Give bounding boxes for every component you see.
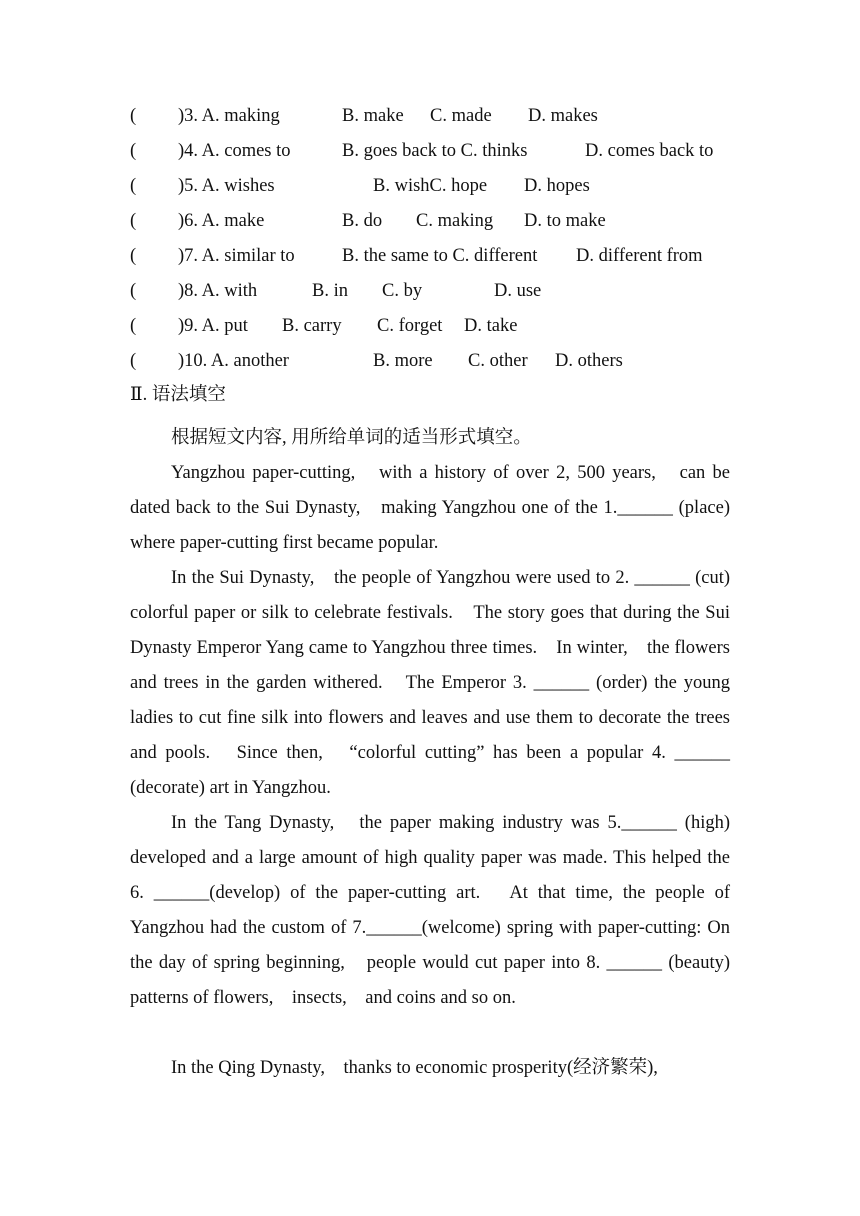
mcq-row-10 — [130, 344, 770, 379]
option-b: B. goes back to C. thinks — [342, 141, 528, 161]
option-b: B. carry — [282, 316, 342, 336]
option-d: D. take — [464, 316, 518, 336]
option-d: D. hopes — [524, 176, 590, 196]
option-a: )9. A. put — [178, 316, 248, 336]
mcq-row-5 — [130, 169, 770, 204]
option-d: D. comes back to — [585, 141, 714, 161]
mcq-row-7 — [130, 239, 770, 274]
mcq-row-4 — [130, 134, 770, 169]
answer-paren: ( — [130, 351, 137, 371]
answer-paren: ( — [130, 211, 137, 231]
option-b: B. more — [373, 351, 433, 371]
section-instruction: 根据短文内容, 用所给单词的适当形式填空。 — [171, 428, 532, 448]
option-c: C. making — [416, 211, 494, 231]
option-a: )4. A. comes to — [178, 141, 291, 161]
option-d: D. others — [555, 351, 623, 371]
answer-paren: ( — [130, 141, 137, 161]
answer-paren: ( — [130, 246, 137, 266]
section-heading: Ⅱ. 语法填空 — [130, 385, 226, 405]
option-b: B. in — [312, 281, 348, 301]
option-a: )10. A. another — [178, 351, 289, 371]
option-d: D. use — [494, 281, 542, 301]
option-d: D. to make — [524, 211, 606, 231]
option-d: D. different from — [576, 246, 703, 266]
option-a: )3. A. making — [178, 106, 280, 126]
option-a: )6. A. make — [178, 211, 265, 231]
passage-paragraph-4: In the Qing Dynasty, thanks to economic prosperity(经济繁荣), — [171, 1058, 658, 1078]
answer-paren: ( — [130, 281, 137, 301]
option-c: C. forget — [377, 316, 443, 336]
option-c: C. other — [468, 351, 528, 371]
mcq-row-3 — [130, 99, 770, 134]
answer-paren: ( — [130, 176, 137, 196]
option-b: B. do — [342, 211, 383, 231]
option-c: C. made — [430, 106, 492, 126]
answer-paren: ( — [130, 316, 137, 336]
passage-paragraph-1: Yangzhou paper-cutting, with a history of over 2, 500 years, can be dated back to the Sui Dynasty, making Yangzhou one of the 1.______ (place) where paper-cutting first became popular. — [130, 463, 730, 553]
mcq-row-8 — [130, 274, 770, 309]
option-a: )7. A. similar to — [178, 246, 295, 266]
answer-paren: ( — [130, 106, 137, 126]
option-b: B. the same to C. different — [342, 246, 538, 266]
option-a: )8. A. with — [178, 281, 258, 301]
passage-paragraph-2: In the Sui Dynasty, the people of Yangzhou were used to 2. ______ (cut) colorful paper or silk to celebrate festivals. The story goes that during the Sui Dynasty Emperor Yang came to Yangzhou three times. In winter, the flowers and trees in the garden withered. The Emperor 3. ______ (order) the young ladies to cut fine silk into flowers and leaves and use them to decorate the trees and pools. Since then, “colorful cutting” has been a popular 4. ______ (decorate) art in Yangzhou. — [130, 568, 730, 798]
option-b: B. wishC. hope — [373, 176, 488, 196]
option-c: C. by — [382, 281, 423, 301]
option-b: B. make — [342, 106, 404, 126]
mcq-row-9 — [130, 309, 770, 344]
mcq-row-6 — [130, 204, 770, 239]
passage-paragraph-3: In the Tang Dynasty, the paper making industry was 5.______ (high) developed and a large amount of high quality paper was made. This helped the 6. ______(develop) of the paper-cutting art. At that time, the people of Yangzhou had the custom of 7.______(welcome) spring with paper-cutting: On the day of spring beginning, people would cut paper into 8. ______ (beauty) patterns of flowers, insects, and coins and so on. — [130, 813, 730, 1008]
option-a: )5. A. wishes — [178, 176, 275, 196]
option-d: D. makes — [528, 106, 598, 126]
